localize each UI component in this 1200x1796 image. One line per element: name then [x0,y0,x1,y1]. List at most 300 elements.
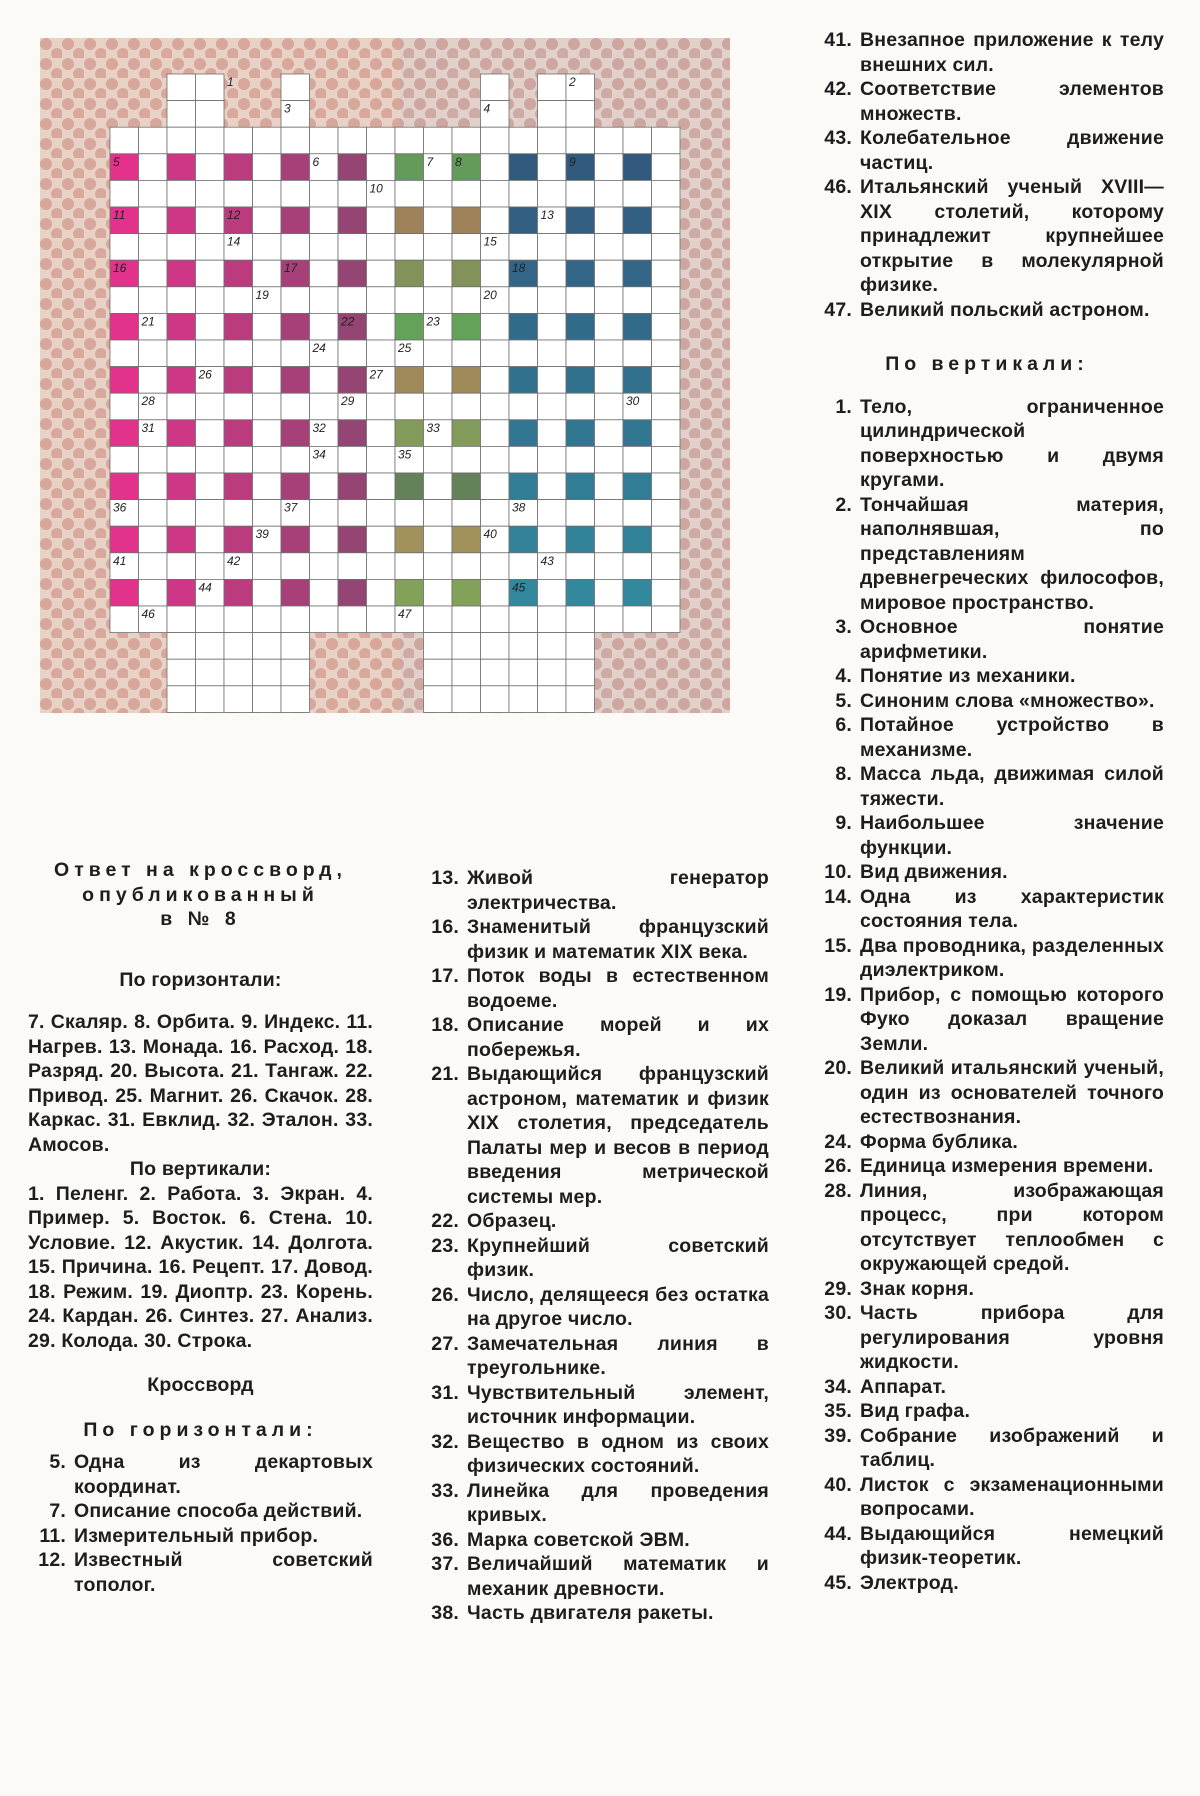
crossword-cell [566,234,595,261]
clue-number: 19. [824,983,852,1006]
crossword-cell [196,526,225,553]
crossword-cell [424,393,453,420]
crossword-cell [424,606,453,633]
crossword-cell [310,180,339,207]
clue-item [810,1056,1164,1130]
crossword-cell [424,207,453,234]
crossword-cell [652,180,681,207]
crossword-cell-number: 23 [426,314,440,329]
crossword-cell [367,473,396,500]
crossword-cell [595,127,624,154]
clue-item [810,1522,1164,1571]
crossword-cell [110,127,139,154]
crossword-cell [509,180,538,207]
crossword-cell-number: 8 [455,154,462,169]
crossword-block-cell [110,313,139,340]
crossword-cell [253,127,282,154]
clue-item [810,395,1164,493]
crossword-block-cell [281,207,310,234]
crossword-block-cell [566,207,595,234]
crossword-cell [338,234,367,261]
crossword-cell [338,606,367,633]
crossword-block-cell [224,313,253,340]
crossword-cell [424,553,453,580]
crossword-cell [509,633,538,660]
crossword-cell-number: 12 [227,208,241,222]
crossword-cell [509,127,538,154]
crossword-cell-number: 42 [227,553,241,568]
crossword-cell [253,500,282,527]
clue-number: 10. [824,861,852,883]
crossword-cell [481,659,510,686]
crossword-cell [424,127,453,154]
crossword-cell [253,659,282,686]
crossword-cell [310,606,339,633]
clue-item [810,493,1164,616]
crossword-cell [566,553,595,580]
clue-item [810,126,1164,175]
clue-text: Великий польский астроном. [860,298,1150,321]
clue-item [810,860,1164,885]
crossword-block-cell [509,207,538,234]
clue-number: 47. [824,298,852,321]
crossword-cell [281,287,310,314]
crossword-cell [652,606,681,633]
crossword-cell [424,260,453,287]
clue-item [810,77,1164,126]
clue-text: Колебательное движение частиц. [860,127,1164,174]
crossword-cell [196,287,225,314]
crossword-cell [481,313,510,340]
clue-text: Крупнейший советский физик. [467,1234,769,1281]
crossword-cell [367,127,396,154]
crossword-cell [538,313,567,340]
clue-item [810,1375,1164,1400]
clue-text: Известный советский тополог. [74,1549,373,1596]
crossword-cell [253,154,282,181]
clue-text: Электрод. [860,1571,959,1594]
crossword-block-cell [338,367,367,394]
clue-number: 20. [824,1057,852,1079]
crossword-cell [139,287,168,314]
crossword-grid [40,38,730,713]
crossword-cell [196,101,225,128]
crossword-cell-number: 43 [540,553,554,568]
crossword-cell [196,154,225,181]
crossword-cell [139,207,168,234]
crossword-cell [424,686,453,713]
crossword-cell [367,287,396,314]
crossword-cell-number: 26 [198,367,212,382]
clue-text: Величайший математик и механик древности. [467,1553,769,1600]
clue-number: 6. [835,714,852,736]
crossword-cell [623,553,652,580]
clue-text: Два проводника, разделенных диэлектриком. [860,934,1164,981]
clue-item [417,1234,769,1283]
clue-item [28,1450,373,1499]
crossword-cell-number: 38 [512,500,526,515]
crossword-cell [281,340,310,367]
crossword-cell [595,500,624,527]
clue-number: 40. [824,1473,852,1496]
crossword-cell [566,446,595,473]
clue-number: 32. [431,1430,459,1453]
clue-item [810,615,1164,664]
crossword-block-cell [224,579,253,606]
crossword-cell [224,500,253,527]
crossword-cell-number: 9 [569,154,576,169]
crossword-cell [509,686,538,713]
clue-item [417,1013,769,1062]
crossword-cell [281,127,310,154]
crossword-cell [281,553,310,580]
crossword-cell [538,180,567,207]
crossword-cell-number: 37 [284,500,298,515]
crossword-cell [196,393,225,420]
crossword-cell [538,686,567,713]
crossword-cell [595,340,624,367]
crossword-cell-number: 20 [483,287,497,302]
crossword-cell [652,473,681,500]
crossword-cell [310,234,339,261]
crossword-block-cell [395,526,424,553]
answer-heading [28,858,373,932]
crossword-cell [538,393,567,420]
clue-text: Единица измерения времени. [860,1155,1154,1177]
clue-text: Основное понятие арифметики. [860,616,1164,663]
clue-text: Описание морей и их побережья. [467,1014,769,1061]
crossword-cell [481,500,510,527]
crossword-cell [623,500,652,527]
crossword-block-cell [452,367,481,394]
clue-number: 4. [835,665,852,687]
crossword-cell-number: 47 [398,607,412,621]
crossword-cell [310,127,339,154]
crossword-block-cell [452,420,481,447]
crossword-cell [167,180,196,207]
crossword-cell [452,180,481,207]
clue-text: Великий итальянский ученый, один из основателей точного естествознания. [860,1057,1164,1128]
crossword-cell [509,553,538,580]
crossword-cell [338,180,367,207]
clue-number: 26. [824,1155,852,1177]
clue-number: 24. [824,1130,852,1153]
clue-number: 23. [431,1234,459,1257]
crossword-cell [595,473,624,500]
crossword-block-cell [623,207,652,234]
clue-text: Соответствие элементов множеств. [860,78,1164,125]
crossword-cell [509,234,538,261]
crossword-cell [424,340,453,367]
crossword-cell [652,127,681,154]
crossword-block-cell [338,579,367,606]
crossword-block-cell [167,313,196,340]
clue-number: 41. [824,29,852,51]
crossword-cell [595,579,624,606]
clue-number: 45. [824,1571,852,1594]
crossword-title: Кроссворд [147,1374,254,1396]
crossword-cell [652,553,681,580]
clue-text: Вид графа. [860,1400,971,1422]
clue-item [810,713,1164,762]
clue-item [417,1381,769,1430]
crossword-cell [253,579,282,606]
crossword-cell [566,340,595,367]
clue-text: Одна из декартовых координат. [74,1451,373,1498]
clue-item [810,28,1164,77]
crossword-cell-number: 34 [312,447,326,462]
clue-text: Вещество в одном из своих физических состояний. [467,1430,769,1477]
crossword-cell [452,234,481,261]
crossword-block-cell [110,420,139,447]
clue-item [810,1571,1164,1596]
crossword-cell [538,633,567,660]
crossword-cell [196,180,225,207]
crossword-cell [338,446,367,473]
crossword-cell [253,686,282,713]
clue-number: 5. [49,1451,66,1473]
crossword-cell [310,393,339,420]
clue-number: 30. [824,1302,852,1324]
crossword-cell [452,340,481,367]
clue-text: Знаменитый французский физик и математик XIX века. [467,916,769,963]
crossword-block-cell [395,473,424,500]
clue-item [417,1283,769,1332]
crossword-down-title: По вертикали: [885,353,1089,375]
crossword-cell [139,553,168,580]
crossword-cell [196,446,225,473]
crossword-block-cell [623,420,652,447]
crossword-cell-number: 1 [227,75,234,89]
crossword-cell [367,234,396,261]
crossword-cell [595,234,624,261]
crossword-block-cell [338,154,367,181]
clue-item [417,915,769,964]
clue-number: 29. [824,1277,852,1300]
clue-text: Поток воды в естественном водоеме. [467,965,769,1012]
clue-item [810,762,1164,811]
crossword-cell [595,606,624,633]
clue-item [417,1528,769,1553]
crossword-cell [167,234,196,261]
crossword-cell [538,154,567,181]
crossword-block-cell [395,313,424,340]
clue-text: Масса льда, движимая силой тяжести. [860,763,1164,810]
crossword-block-cell [452,207,481,234]
crossword-cell [566,180,595,207]
crossword-cell [538,420,567,447]
crossword-block-cell [623,579,652,606]
crossword-cell [595,367,624,394]
clue-text: Понятие из механики. [860,665,1076,687]
crossword-cell [310,500,339,527]
crossword-cell [481,207,510,234]
crossword-cell-number: 25 [398,341,412,355]
crossword-cell-number: 6 [312,154,320,169]
crossword-cell [167,287,196,314]
crossword-cell [481,340,510,367]
clue-item [810,1179,1164,1277]
crossword-cell [139,154,168,181]
crossword-cell [139,579,168,606]
crossword-cell [652,420,681,447]
crossword-block-cell [224,526,253,553]
crossword-cell [509,393,538,420]
clue-number: 39. [824,1424,852,1447]
crossword-cell [281,606,310,633]
crossword-cell [395,500,424,527]
crossword-cell [481,579,510,606]
crossword-block-cell [110,579,139,606]
clue-item [810,1301,1164,1375]
crossword-block-cell [566,260,595,287]
crossword-cell-number: 16 [113,261,127,276]
crossword-cell [367,260,396,287]
crossword-cell [310,473,339,500]
crossword-cell [196,234,225,261]
crossword-cell [652,234,681,261]
crossword-block-cell [167,526,196,553]
crossword-cell [566,287,595,314]
clue-text: Одна из характеристик состояния тела. [860,885,1164,932]
crossword-block-cell [509,154,538,181]
clue-number: 16. [431,916,459,938]
crossword-block-cell [338,420,367,447]
crossword-cell [139,473,168,500]
answer-heading-line: Ответ на кроссворд, [54,859,347,881]
across-clues-list [417,866,769,1626]
clue-item [417,1209,769,1234]
clue-number: 2. [835,493,852,516]
crossword-block-cell [509,473,538,500]
crossword-cell [367,446,396,473]
crossword-cell [167,659,196,686]
crossword-cell [595,553,624,580]
crossword-cell [652,393,681,420]
crossword-cell-number: 44 [198,580,212,595]
crossword-cell [224,633,253,660]
crossword-cell [167,101,196,128]
crossword-cell-number: 3 [284,101,291,116]
crossword-cell [623,606,652,633]
crossword-cell [595,180,624,207]
crossword-cell [595,313,624,340]
clue-number: 9. [835,812,852,834]
crossword-cell [310,367,339,394]
crossword-cell [595,393,624,420]
clue-number: 38. [431,1602,459,1624]
crossword-cell [652,526,681,553]
clue-number: 42. [824,78,852,100]
crossword-cell [424,234,453,261]
clue-number: 22. [431,1210,459,1232]
clue-item [810,689,1164,714]
crossword-cell [424,287,453,314]
clue-text: Вид движения. [860,861,1008,883]
clue-number: 34. [824,1375,852,1398]
answer-column [28,858,373,1597]
crossword-block-cell [452,313,481,340]
crossword-block-cell [224,473,253,500]
crossword-cell [623,234,652,261]
crossword-cell-number: 11 [113,208,126,222]
crossword-across-title: По горизонтали: [83,1418,318,1441]
crossword-cell [196,207,225,234]
clue-number: 35. [824,1400,852,1422]
crossword-cell-number: 33 [426,420,440,435]
crossword-cell-number: 40 [483,527,497,542]
clue-text: Часть прибора для регулирования уровня жидкости. [860,1302,1164,1373]
crossword-cell-number: 18 [512,261,526,276]
clue-item [810,1473,1164,1522]
crossword-cell [224,446,253,473]
answer-down-title: По вертикали: [129,1158,272,1180]
crossword-cell [196,686,225,713]
crossword-cell [481,367,510,394]
crossword-block-cell [395,154,424,181]
crossword-cell [281,393,310,420]
crossword-cell [110,393,139,420]
crossword-cell [281,74,310,101]
clue-item [417,1332,769,1381]
clue-number: 12. [38,1549,66,1571]
crossword-block-cell [281,473,310,500]
crossword-cell-number: 19 [255,287,269,302]
clue-text: Живой генератор электричества. [467,867,769,914]
crossword-cell [167,553,196,580]
clue-item [810,934,1164,983]
crossword-cell [110,180,139,207]
crossword-cell [367,207,396,234]
crossword-block-cell [566,473,595,500]
crossword-cell [367,553,396,580]
clue-text: Линейка для проведения кривых. [467,1479,769,1526]
crossword-block-cell [566,579,595,606]
clue-text: Выдающийся французский астроном, математик и физик XIX столетия, председатель Палаты мер и весов в период введения метрической системы мер. [467,1063,769,1208]
crossword-cell [310,313,339,340]
crossword-cell-number: 30 [626,394,640,409]
clue-text: Синоним слова «множество». [860,689,1155,712]
answer-across-title: По горизонтали: [119,968,282,991]
crossword-cell [452,553,481,580]
crossword-cell-number: 22 [341,314,355,329]
crossword-block-cell [167,367,196,394]
crossword-cell [196,260,225,287]
crossword-cell [395,393,424,420]
crossword-cell [167,446,196,473]
crossword-block-cell [167,207,196,234]
clue-text: Измерительный прибор. [74,1524,319,1547]
crossword-cell [253,606,282,633]
crossword-cell [139,367,168,394]
crossword-cell [538,526,567,553]
crossword-block-cell [509,313,538,340]
crossword-cell [652,260,681,287]
clue-item [810,885,1164,934]
clue-text: Замечательная линия в треугольнике. [467,1332,769,1379]
crossword-cell [310,526,339,553]
crossword-cell [566,393,595,420]
crossword-cell [481,446,510,473]
crossword-cell [538,367,567,394]
crossword-cell [253,420,282,447]
crossword-block-cell [281,313,310,340]
crossword-cell [310,260,339,287]
crossword-cell [509,287,538,314]
crossword-cell-number: 46 [141,607,155,621]
crossword-cell [139,446,168,473]
crossword-cell [538,579,567,606]
